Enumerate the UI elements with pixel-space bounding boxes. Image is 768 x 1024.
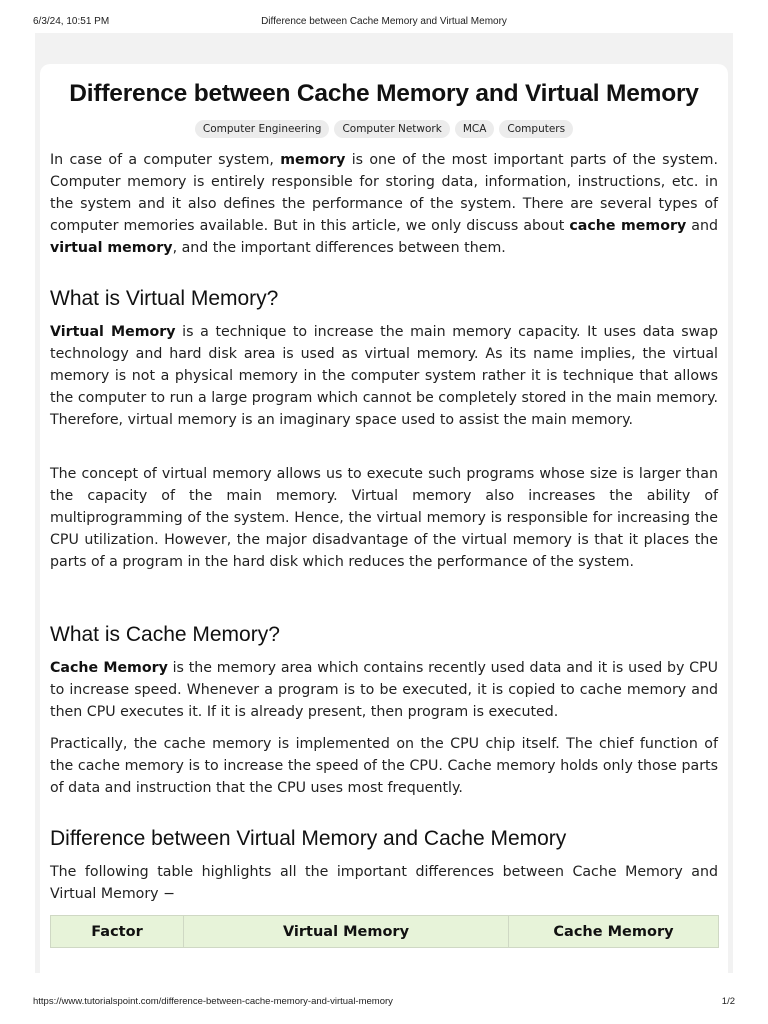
difference-intro-paragraph: The following table highlights all the important differences between Cache Memory and Virtual Memory − — [50, 864, 718, 902]
print-datetime: 6/3/24, 10:51 PM — [33, 16, 110, 27]
table-header-cache-memory: Cache Memory — [509, 916, 719, 948]
intro-text-1: In case of a computer system, — [50, 152, 281, 168]
cache-memory-bold: Cache Memory — [50, 660, 168, 676]
table-header-virtual-memory: Virtual Memory — [184, 916, 509, 948]
print-footer — [33, 996, 735, 1010]
intro-text-4: , and the important differences between them. — [172, 240, 506, 256]
virtual-memory-text: is a technique to increase the main memory capacity. It uses data swap technology and hard disk area is used as virtual memory. As its name implies, the virtual memory is not a physical memory in the computer system rather it is technique that allows the computer to run a large program which cannot be completely stored in the main memory. Therefore, virtual memory is an imaginary space used to assist the main memory. — [50, 324, 718, 428]
tag-computer-engineering[interactable]: Computer Engineering — [195, 120, 330, 138]
virtual-memory-heading: What is Virtual Memory? — [50, 287, 279, 310]
print-page-number: 1/2 — [721, 996, 735, 1007]
intro-text-2: is one of the most important parts of the system. Computer memory is entirely responsible for storing data, information, instructions, etc. in the system and it also defines the performance of the system. There are several types of computer memories available. But in this article, we only discuss about — [50, 152, 718, 234]
intro-bold-memory: memory — [280, 152, 346, 168]
article-title: Difference between Cache Memory and Virtual Memory — [69, 80, 699, 107]
intro-bold-cache-memory: cache memory — [569, 218, 687, 234]
tag-computers[interactable]: Computers — [499, 120, 573, 138]
cache-memory-paragraph-1 — [50, 657, 718, 723]
print-url[interactable]: https://www.tutorialspoint.com/difference-between-cache-memory-and-virtual-memory — [33, 996, 393, 1007]
virtual-memory-bold: Virtual Memory — [50, 324, 176, 340]
intro-text-3: and — [686, 218, 718, 234]
tag-list — [50, 120, 718, 138]
table-header-row — [51, 916, 719, 948]
page-background — [35, 33, 733, 973]
tag-mca[interactable]: MCA — [455, 120, 495, 138]
difference-heading: Difference between Virtual Memory and Cache Memory — [50, 827, 567, 850]
print-header — [33, 16, 735, 30]
intro-bold-virtual-memory: virtual memory — [50, 240, 173, 256]
virtual-memory-paragraph-2: The concept of virtual memory allows us to execute such programs whose size is larger than the capacity of the main memory. Virtual memory also increases the ability of multiprogramming of the system. Hence, the virtual memory is responsible for increasing the CPU utilization. However, the major disadvantage of the virtual memory is that it places the parts of a program in the hard disk which reduces the performance of the system. — [50, 466, 718, 570]
tag-computer-network[interactable]: Computer Network — [334, 120, 449, 138]
table-header-factor: Factor — [51, 916, 184, 948]
print-title: Difference between Cache Memory and Virtual Memory — [261, 16, 507, 27]
cache-memory-paragraph-2: Practically, the cache memory is implemented on the CPU chip itself. The chief function of the cache memory is to increase the speed of the CPU. Cache memory holds only those parts of data and instruction that the CPU uses most frequently. — [50, 736, 718, 796]
cache-memory-heading: What is Cache Memory? — [50, 623, 280, 646]
article-card — [40, 64, 728, 973]
intro-paragraph — [50, 149, 718, 259]
virtual-memory-paragraph-1 — [50, 321, 718, 431]
difference-table — [50, 915, 719, 948]
cache-memory-text: is the memory area which contains recently used data and it is used by CPU to increase speed. Whenever a program is to be executed, it is copied to cache memory and then CPU executes it. If it is already present, then program is executed. — [50, 660, 718, 720]
